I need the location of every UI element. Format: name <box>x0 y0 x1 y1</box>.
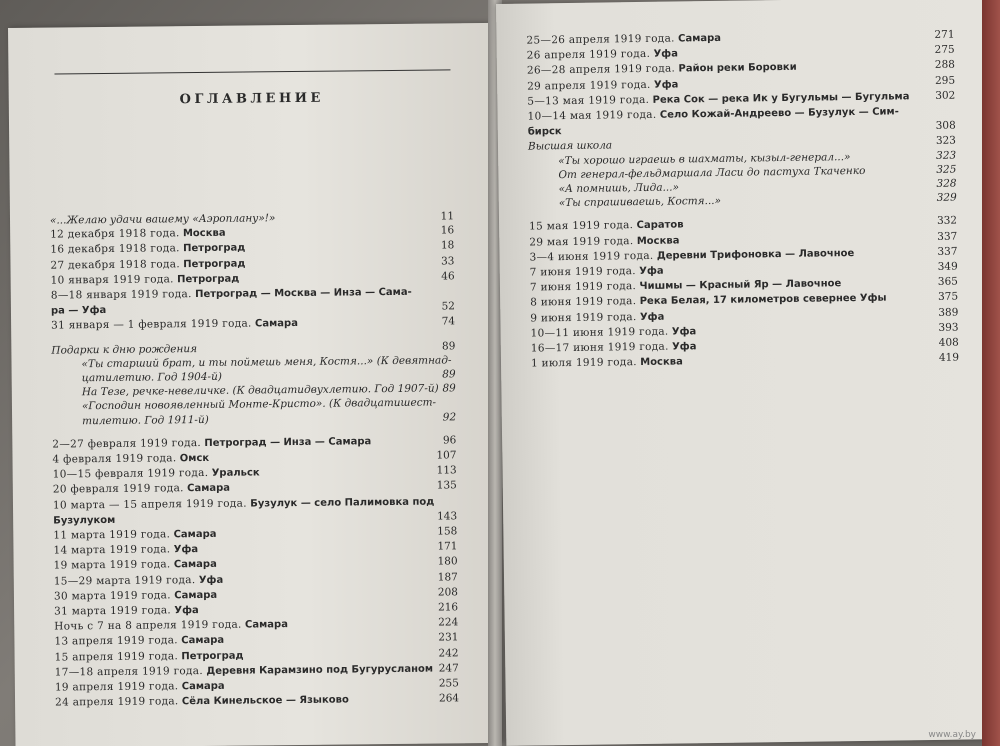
toc-subentry-text: На Тезе, речке-невеличке. (К двадцатидвухлетию. Год 1907-й) <box>81 382 439 399</box>
toc-page-number: 247 <box>438 662 459 675</box>
toc-list-left <box>50 209 459 711</box>
toc-page-number: 11 <box>440 210 455 223</box>
toc-subentry-text: «Ты хорошо играешь в шахматы, кызыл-генерал...» <box>558 150 851 167</box>
toc-entry-place: Уфа <box>173 544 199 556</box>
toc-entry-date: 8 июня 1919 года. <box>530 295 637 310</box>
toc-page-number: 52 <box>441 300 456 313</box>
toc-subentry-text: тилетию. Год 1911-й) <box>82 413 209 427</box>
toc-page-number: 419 <box>938 351 960 365</box>
toc-entry-date: 15 мая 1919 года. <box>529 219 634 233</box>
toc-entry-place: Бузулуком <box>53 514 116 527</box>
toc-list-right <box>526 28 959 372</box>
toc-entry-place: Петроград <box>177 273 240 286</box>
toc-entry-place: Самара <box>678 32 722 45</box>
toc-entry-date: 29 апреля 1919 года. <box>527 78 651 93</box>
toc-entry-place: Уфа <box>639 265 664 278</box>
toc-entry-date: 25—26 апреля 1919 года. <box>526 32 675 47</box>
toc-entry-place: ра — Уфа <box>50 305 107 317</box>
toc-entry-place: Уфа <box>639 311 665 323</box>
toc-page-number: 295 <box>934 74 956 87</box>
toc-entry-place: Самара <box>187 483 231 495</box>
toc-subentry-text: От генерал-фельдмаршала Ласи до пастуха Ткаченко <box>558 164 866 181</box>
toc-entry-place: бирск <box>527 126 562 138</box>
toc-heading: ОГЛАВЛЕНИЕ <box>179 90 324 108</box>
toc-entry-date: 3—4 июня 1919 года. <box>529 249 654 264</box>
toc-entry-date: 29 мая 1919 года. <box>529 234 634 249</box>
toc-entry-date: 27 декабря 1918 года. <box>50 257 180 272</box>
toc-page-number: 46 <box>441 270 455 283</box>
toc-entry-place: Самара <box>173 559 217 571</box>
toc-page-number: 16 <box>440 224 455 237</box>
toc-entry-place: Москва <box>182 227 226 240</box>
toc-entry-place: Бузулук — село Палимовка под <box>250 496 435 510</box>
toc-entry-date: 11 марта 1919 года. <box>53 528 171 542</box>
toc-entry-place: Село Кожай-Андреево — Бузулук — Сим- <box>659 106 899 121</box>
toc-entry-date: 9 июня 1919 года. <box>530 310 637 325</box>
toc-entry-place: Уфа <box>671 326 697 338</box>
toc-entry-place: Уральск <box>211 467 260 480</box>
toc-entry-date: 10—15 февраля 1919 года. <box>52 467 209 481</box>
toc-page-number: 171 <box>437 540 458 553</box>
toc-entry-date: 26 апреля 1919 года. <box>526 48 651 62</box>
toc-entry-date: 15—29 марта 1919 года. <box>53 573 196 588</box>
toc-subentry-text: «Господин новоявленный Монте-Кристо». (К двадцатишест- <box>81 396 437 413</box>
toc-entry-date: 31 марта 1919 года. <box>54 604 172 618</box>
toc-page-number: 264 <box>438 692 460 705</box>
toc-entry <box>55 692 459 711</box>
toc-section-title: Высшая школа <box>527 139 613 153</box>
toc-page-number: 365 <box>937 275 959 289</box>
toc-entry-date: 16—17 июня 1919 года. <box>530 340 669 355</box>
toc-entry-date: 10 марта — 15 апреля 1919 года. <box>52 497 247 512</box>
toc-entry-place: Уфа <box>671 341 697 353</box>
toc-entry-place: Сёла Кинельское — Языково <box>181 694 349 708</box>
toc-entry-place: Самара <box>173 528 217 541</box>
toc-entry-place: Уфа <box>174 605 199 617</box>
toc-entry-date: 1 июля 1919 года. <box>530 356 637 370</box>
toc-page-number: 89 <box>442 382 456 395</box>
toc-entry-date: 19 апреля 1919 года. <box>54 680 179 694</box>
toc-entry-date: 24 апреля 1919 года. <box>55 695 179 709</box>
toc-entry-place: Район реки Боровки <box>678 62 797 75</box>
toc-page-number: 275 <box>934 43 955 57</box>
toc-page-number: 408 <box>938 336 959 349</box>
toc-subentry-text: «А помнишь, Лида...» <box>558 181 680 196</box>
toc-subentry-text: «Ты спрашиваешь, Костя...» <box>558 195 722 210</box>
toc-page-number: 302 <box>935 89 956 102</box>
toc-page-number: 74 <box>441 315 456 328</box>
toc-page-number: 389 <box>938 306 959 319</box>
toc-page-number: 329 <box>936 191 957 205</box>
toc-page-number: 113 <box>436 464 457 477</box>
toc-page-number: 308 <box>935 119 956 133</box>
toc-section-title: «...Желаю удачи вашему «Аэроплану»!» <box>49 212 276 227</box>
toc-entry-date: 20 февраля 1919 года. <box>52 482 184 497</box>
toc-entry-date: 10—14 мая 1919 года. <box>527 108 657 123</box>
toc-page-number: 323 <box>935 135 957 148</box>
left-page <box>8 23 502 746</box>
toc-entry-place: Уфа <box>653 79 679 91</box>
toc-page-number: 89 <box>442 368 456 381</box>
toc-page-number: 231 <box>438 631 459 645</box>
toc-entry-date: 7 июня 1919 года. <box>529 280 637 294</box>
toc-entry-place: Самара <box>174 589 218 602</box>
toc-page-number: 180 <box>437 555 458 568</box>
toc-entry-place: Река Белая, 17 километров севернее Уфы <box>639 293 887 308</box>
toc-subentry-text: цатилетию. Год 1904-й) <box>81 370 222 385</box>
toc-page-number: 337 <box>937 230 958 243</box>
toc-entry-place: Петроград — Инза — Самара <box>204 436 372 449</box>
toc-page-number: 135 <box>436 479 457 492</box>
toc-page-number: 216 <box>437 601 459 614</box>
toc-entry-date: 19 марта 1919 года. <box>53 558 171 573</box>
toc-entry-date: 16 декабря 1918 года. <box>50 242 180 256</box>
toc-entry-place: Самара <box>254 318 298 330</box>
toc-page-number: 323 <box>936 149 957 162</box>
right-page <box>496 0 996 746</box>
toc-entry-place: Омск <box>179 452 210 465</box>
toc-entry-place: Петроград <box>183 242 246 255</box>
toc-page-number: 208 <box>437 586 458 599</box>
toc-entry-date: 12 декабря 1918 года. <box>50 227 180 241</box>
toc-page-number: 143 <box>437 510 458 523</box>
toc-entry-date: Ночь с 7 на 8 апреля 1919 года. <box>54 618 242 633</box>
toc-subentry-text: «Ты старший брат, и ты поймешь меня, Костя...» (К девятнад- <box>81 354 452 371</box>
toc-page-number: 288 <box>934 59 955 72</box>
toc-page-number: 89 <box>441 339 456 353</box>
toc-page-number: 332 <box>936 215 958 228</box>
toc-page-number: 18 <box>440 239 455 252</box>
toc-page-number: 92 <box>442 410 457 424</box>
toc-page-number: 393 <box>938 321 959 334</box>
toc-entry-place: Река Сок — река Ик у Бугульмы — Бугульма <box>652 91 910 106</box>
toc-entry-date: 7 июня 1919 года. <box>529 265 636 279</box>
toc-entry-place: Саратов <box>636 219 684 232</box>
toc-page-number: 96 <box>442 434 457 447</box>
toc-page-number: 158 <box>437 525 458 538</box>
toc-entry-date: 10—11 июня 1919 года. <box>530 325 669 340</box>
toc-entry-place: Петроград <box>183 258 246 270</box>
toc-page-number: 349 <box>937 260 958 273</box>
toc-entry-place: Самара <box>181 680 225 693</box>
toc-entry-place: Деревня Карамзино под Бугурусланом <box>206 663 434 677</box>
toc-page-number: 242 <box>438 647 459 660</box>
toc-entry-date: 10 января 1919 года. <box>50 273 174 287</box>
toc-entry-place: Чишмы — Красный Яр — Лавочное <box>639 278 842 293</box>
toc-entry-date: 31 января — 1 февраля 1919 года. <box>51 317 252 332</box>
toc-page-number: 375 <box>938 291 959 304</box>
watermark: www.ay.by <box>928 730 976 740</box>
toc-entry-date: 8—18 января 1919 года. <box>50 288 192 302</box>
toc-page-number: 328 <box>936 177 957 190</box>
toc-entry-place: Уфа <box>653 48 678 61</box>
toc-page-number: 271 <box>934 28 955 41</box>
toc-entry-place: Самара <box>181 635 225 647</box>
toc-entry-place: Москва <box>636 235 680 247</box>
toc-entry-date: 4 февраля 1919 года. <box>52 452 177 466</box>
toc-entry-date: 2—27 февраля 1919 года. <box>52 436 202 451</box>
toc-section-title: Подарки к дню рождения <box>51 342 198 357</box>
toc-entry-date: 30 марта 1919 года. <box>53 589 171 603</box>
toc-entry-date: 14 марта 1919 года. <box>53 543 171 557</box>
toc-page-number: 187 <box>437 570 458 584</box>
toc-entry-date: 26—28 апреля 1919 года. <box>526 62 676 77</box>
toc-entry-place: Деревни Трифоновка — Лавочное <box>656 247 855 262</box>
top-rule <box>54 69 450 74</box>
book-cover-edge <box>982 0 1000 746</box>
toc-page-number: 33 <box>441 254 455 268</box>
toc-entry-date: 15 апреля 1919 года. <box>54 649 179 664</box>
toc-entry-place: Петроград <box>181 650 244 662</box>
toc-entry-date: 5—13 мая 1919 года. <box>527 93 650 108</box>
toc-page-number: 107 <box>436 449 457 462</box>
toc-entry-date: 17—18 апреля 1919 года. <box>54 664 204 679</box>
toc-page-number: 255 <box>438 677 459 690</box>
toc-page-number: 337 <box>937 245 958 258</box>
toc-entry-place: Петроград — Москва — Инза — Сама- <box>194 286 412 301</box>
toc-page-number: 224 <box>438 616 459 629</box>
toc-entry-date: 13 апреля 1919 года. <box>54 634 178 649</box>
toc-entry-place: Уфа <box>198 574 224 586</box>
toc-entry-place: Москва <box>640 356 683 369</box>
toc-entry-place: Самара <box>244 619 288 631</box>
toc-page-number: 325 <box>936 163 957 176</box>
